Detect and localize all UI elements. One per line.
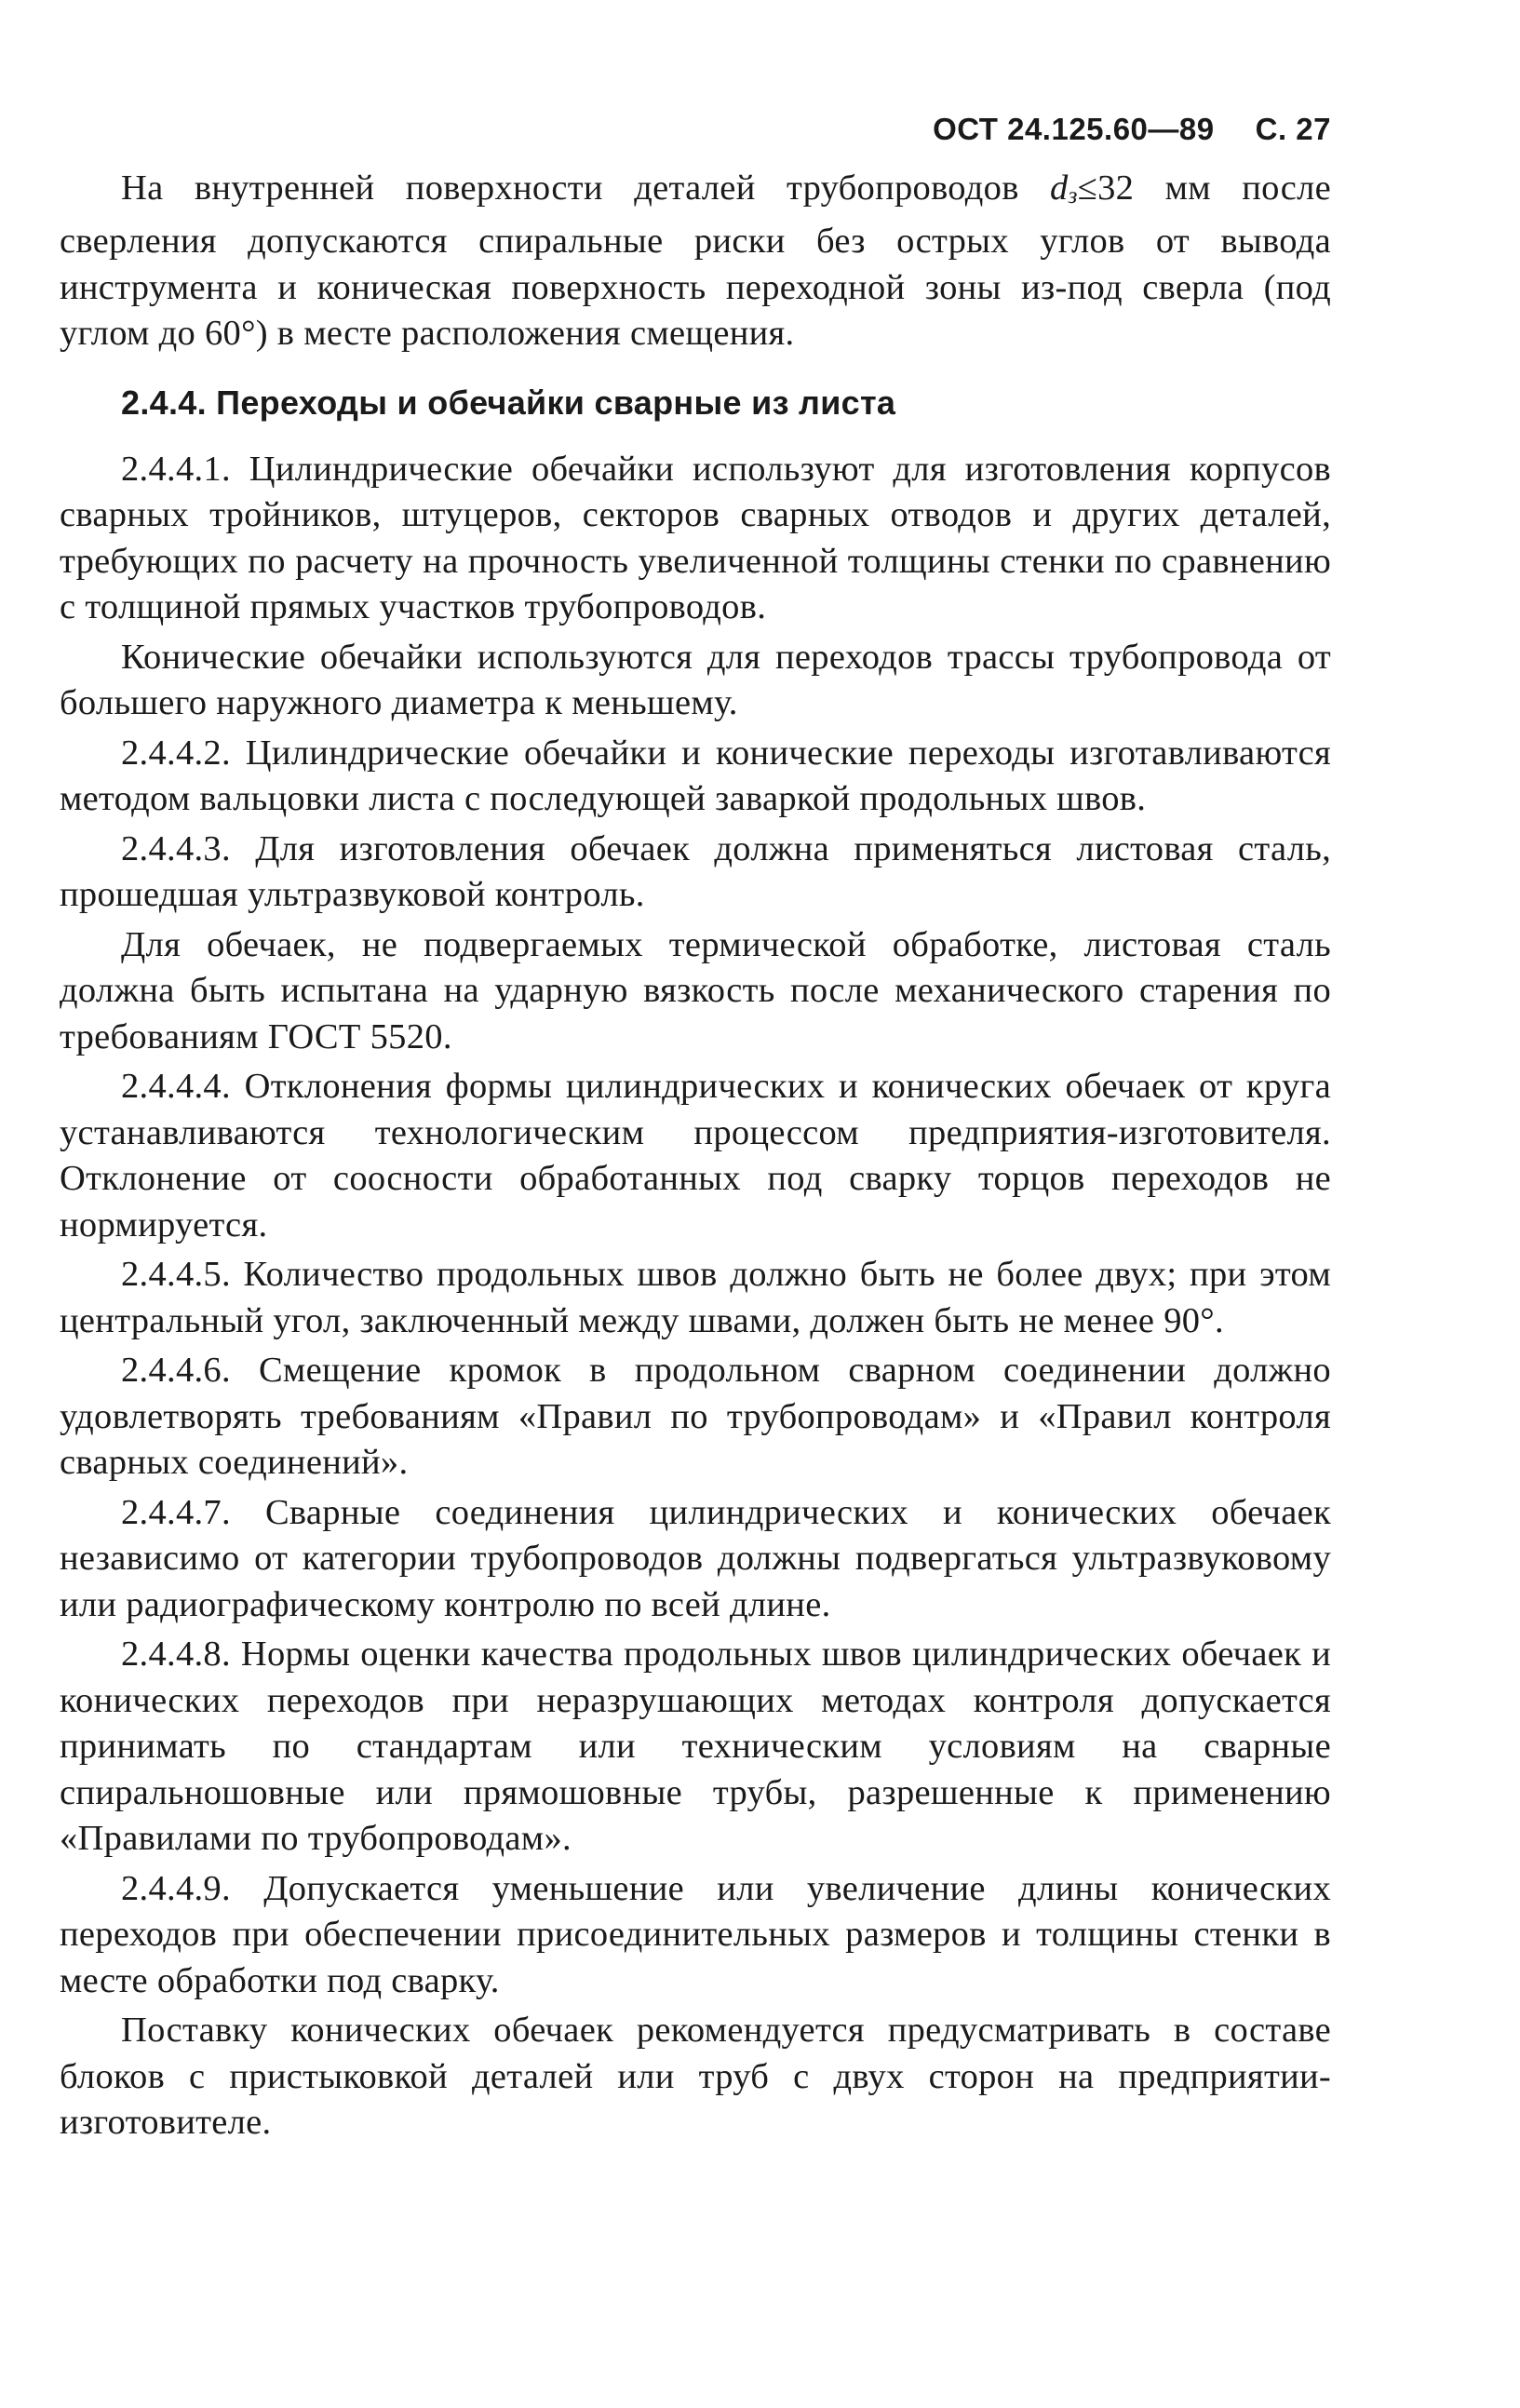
intro-paragraph: [60, 166, 1331, 357]
document-body: [60, 166, 1331, 2146]
intro-text-start: На внутренней поверхности деталей трубопроводов: [121, 168, 1051, 208]
paragraph-2-4-4-2: 2.4.4.2. Цилиндрические обечайки и конические переходы изготавливаются методом вальцовки листа с последующей заваркой продольных швов.: [60, 733, 1331, 819]
page-header: [60, 112, 1331, 147]
paragraph-2-4-4-1: 2.4.4.1. Цилиндрические обечайки используют для изготовления корпусов сварных тройников, штуцеров, секторов сварных отводов и других деталей, требующих по расчету на прочность увеличенной толщины стенки по сравнению с толщиной прямых участков трубопроводов.: [60, 449, 1331, 627]
paragraph-2-4-4-6: 2.4.4.6. Смещение кромок в продольном сварном соединении должно удовлетворять требованиям «Правил по трубопроводам» и «Правил контроля сварных соединений».: [60, 1351, 1331, 1483]
page-number: С. 27: [1255, 112, 1331, 146]
paragraph-2-4-4-5: 2.4.4.5. Количество продольных швов должно быть не более двух; при этом центральный угол, заключенный между швами, должен быть не менее 90°.: [60, 1255, 1331, 1340]
paragraph-2-4-4-4: 2.4.4.4. Отклонения формы цилиндрических и конических обечаек от круга устанавливаются технологическим процессом предприятия-изготовителя. Отклонение от соосности обработанных под сварку торцов переходов не нормируется.: [60, 1067, 1331, 1244]
paragraph-impact-toughness: Для обечаек, не подвергаемых термической обработке, листовая сталь должна быть испытана на ударную вязкость после механического старения по требованиям ГОСТ 5520.: [60, 924, 1331, 1056]
paragraph-delivery: Поставку конических обечаек рекомендуется предусматривать в составе блоков с пристыковкой деталей или труб с двух сторон на предприятии-изготовителе.: [60, 2011, 1331, 2143]
intro-text-end: ≤32 мм после сверления допускаются спиральные риски без острых углов от вывода инструмента и коническая поверхность переходной зоны из-под сверла (под углом до 60°) в месте расположения смещения.: [60, 168, 1331, 354]
paragraph-2-4-4-9: 2.4.4.9. Допускается уменьшение или увеличение длины конических переходов при обеспечении присоединительных размеров и толщины стенки в месте обработки под сварку.: [60, 1868, 1331, 2000]
paragraph-2-4-4-3: 2.4.4.3. Для изготовления обечаек должна применяться листовая сталь, прошедшая ультразвуковой контроль.: [60, 828, 1331, 915]
standard-number: ОСТ 24.125.60—89: [933, 112, 1215, 146]
paragraph-2-4-4-7: 2.4.4.7. Сварные соединения цилиндрических и конических обечаек независимо от категории трубопроводов должны подвергаться ультразвуковому или радиографическому контролю по всей длине.: [60, 1492, 1331, 1624]
diameter-subscript: з: [1068, 182, 1078, 209]
diameter-symbol: dз: [1050, 168, 1078, 209]
paragraph-conical-shells: Конические обечайки используются для переходов трассы трубопровода от большего наружного диаметра к меньшему.: [60, 637, 1331, 723]
paragraph-2-4-4-8: 2.4.4.8. Нормы оценки качества продольных швов цилиндрических обечаек и конических переходов при неразрушающих методах контроля допускается принимать по стандартам или техническим условиям на сварные спиральношовные или прямошовные трубы, разрешенные к применению «Правилами по трубопроводам».: [60, 1634, 1331, 1859]
section-heading: 2.4.4. Переходы и обечайки сварные из листа: [121, 383, 896, 422]
document-page: [60, 112, 1331, 2150]
